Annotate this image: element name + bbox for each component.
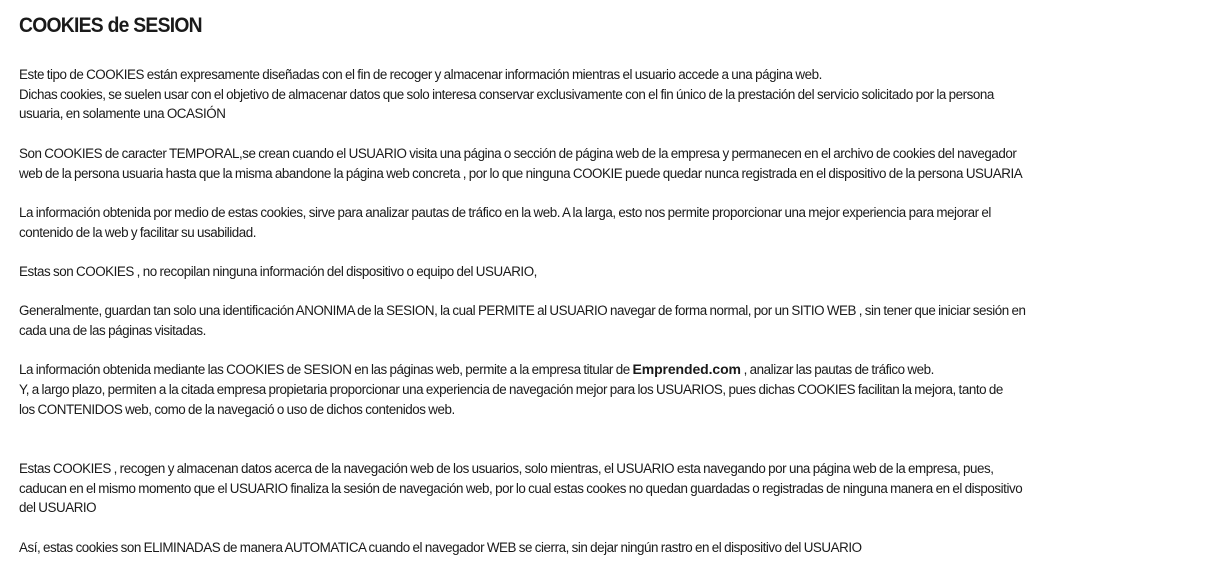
paragraph-deleted bbox=[19, 538, 1199, 558]
text-line: Estas COOKIES , recogen y almacenan datos acerca de la navegación web de los usuarios, solo mientras, el USUARIO esta navegando por una página web de la empresa, pues, bbox=[19, 460, 994, 476]
paragraph-no-collection bbox=[19, 262, 1199, 282]
text-segment: La información obtenida mediante las COOKIES de SESION en las páginas web, permite a la empresa titular de bbox=[19, 362, 633, 378]
text-line: caducan en el mismo momento que el USUARIO finaliza la sesión de navegación web, por lo cual estas cookes no quedan guardadas o registradas de ninguna manera en el dispositivo bbox=[19, 480, 1023, 496]
paragraph-temporal bbox=[19, 144, 1199, 183]
paragraph-anonymous bbox=[19, 301, 1199, 340]
text-line: Y, a largo plazo, permiten a la citada empresa propietaria proporcionar una experiencia de navegación mejor para los USUARIOS, pues dichas COOKIES facilitan la mejora, tanto de bbox=[19, 382, 1003, 398]
paragraph-collect bbox=[19, 459, 1199, 518]
paragraph-intro bbox=[19, 65, 1199, 124]
text-line: web de la persona usuaria hasta que la misma abandone la página web concreta , por lo que ninguna COOKIE puede quedar nunca registrada en el dispositivo de la persona USUARIA bbox=[19, 165, 1023, 181]
text-line: Dichas cookies, se suelen usar con el objetivo de almacenar datos que solo interesa conservar exclusivamente con el fin único de la prestación del servicio solicitado por la persona bbox=[19, 86, 994, 102]
brand-name: Emprended.com bbox=[632, 361, 741, 378]
paragraph-brand bbox=[19, 360, 1199, 419]
text-line: contenido de la web y facilitar su usabilidad. bbox=[19, 224, 257, 240]
text-line: Así, estas cookies son ELIMINADAS de manera AUTOMATICA cuando el navegador WEB se cierra, sin dejar ningún rastro en el dispositivo del USUARIO bbox=[19, 539, 862, 555]
text-line: Este tipo de COOKIES están expresamente diseñadas con el fin de recoger y almacenar información mientras el usuario accede a una página web. bbox=[19, 67, 822, 82]
paragraph-traffic bbox=[19, 203, 1199, 242]
text-line: cada una de las páginas visitadas. bbox=[19, 323, 206, 339]
text-line: Generalmente, guardan tan solo una identificación ANONIMA de la SESION, la cual PERMITE al USUARIO navegar de forma normal, por un SITIO WEB , sin tener que iniciar sesión en bbox=[19, 303, 1026, 319]
text-line: Son COOKIES de caracter TEMPORAL,se crean cuando el USUARIO visita una página o sección de página web de la empresa y permanecen en el archivo de cookies del navegador bbox=[19, 145, 1017, 161]
page-title: COOKIES de SESION bbox=[19, 14, 202, 37]
text-line bbox=[19, 360, 1199, 380]
text-line: La información obtenida por medio de estas cookies, sirve para analizar pautas de tráfico en la web. A la larga, esto nos permite proporcionar una mejor experiencia para mejorar el bbox=[19, 204, 991, 220]
text-line: usuaria, en solamente una OCASIÓN bbox=[19, 106, 226, 122]
text-line: del USUARIO bbox=[19, 500, 97, 516]
document-page bbox=[19, 14, 1199, 577]
text-line: los CONTENIDOS web, como de la navegació o uso de dichos contenidos web. bbox=[19, 401, 455, 417]
text-segment: , analizar las pautas de tráfico web. bbox=[740, 362, 934, 378]
text-line: Estas son COOKIES , no recopilan ninguna información del dispositivo o equipo del USUARIO, bbox=[19, 263, 537, 279]
